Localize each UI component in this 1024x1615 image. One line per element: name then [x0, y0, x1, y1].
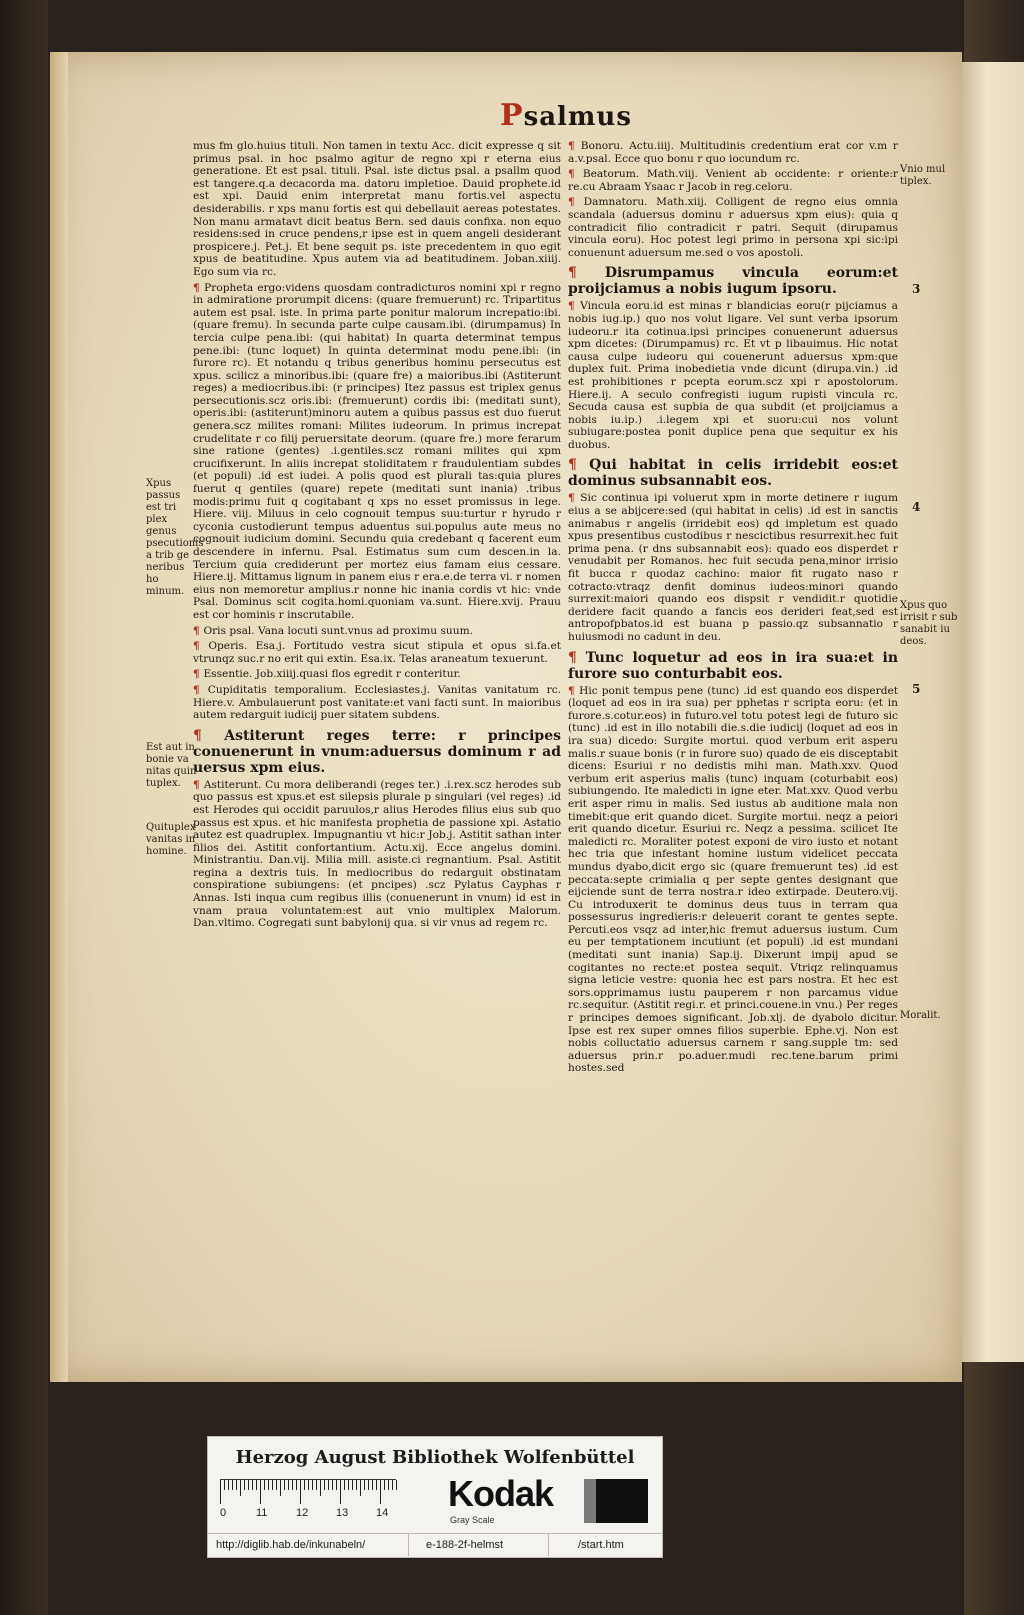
margin-note-right: Xpus quo irrisit r sub sanabit iu deos.	[900, 600, 958, 647]
ruler-tick	[300, 1480, 301, 1504]
lemma-text: Disrumpamus vincula eorum:et proijciamus a nobis iugum ipsoru.	[568, 265, 898, 298]
left-paragraph: ¶ Essentie. Job.xiiij.quasi flos egredit r conteritur.	[193, 668, 461, 681]
ruler-tick	[272, 1480, 273, 1490]
ruler-tick	[364, 1480, 365, 1490]
ruler-tick	[248, 1480, 249, 1490]
ruler-number: 13	[336, 1507, 349, 1519]
right-paragraph-text: Sic continua ipi voluerut xpm in morte detinere r iugum eius a se abijcere:sed (qui habitat in celis) .id est in sanctis animabus r angelis (irridebit eos) qd impletum est quado xpus presentibus custodibus r nescictibus resurrexit.hec fuit prima pena. (r dns subsannabit eos): quado eos disperdet r venudabit per Romanos. hec fuit secuda pena,minor irrisio fit bucca r quodaz cachino: maior fit rugato naso r cotracto:vtraqz denfit dominus iudeos:minori quando surrexit:maiori quando eos dispsit r vendidit.r quotidie deridere facit quando a fancis eos derideri feat,sed est antropofpbatos.id est buana p passio.qz subsannatio r huiusmodi no cadunt in deu.	[568, 492, 898, 643]
gray-scale-caption: Gray Scale	[450, 1515, 495, 1525]
left-paragraph: ¶ Propheta ergo:videns quosdam contradicturos nomini xpi r regno in admiratione prorumpit dicens: (quare fremuerunt) rc. Tripartitus autem est psal. iste. In prima parte ponitur malorum increpatio:ibi. (quare fremu). In secunda parte culpe causam.ibi. (dirumpamus) In tercia culpe pena.ibi: (qui habitat) In quarta determinat tempus pene.ibi: (tunc loquet) In quinta determinat modu pene.ibi: (in furore rc). Et notandu q tribus generibus hominu persecutus est xpus. scilicz a minoribus.ibi: (quare fre) a maioribus.ibi (Astiterunt reges) a mediocribus.ibi: (r principes) Itez passus est triplex genus persecutionis.scz oris.ibi: (fremuerunt) cordis ibi: (meditati sunt), operis.ibi: (astiterunt)minoru autem a quibus passus est duo fuerut genera.scz milites romani: Milites iudeorum. In primus increpat crudelitate r co filij peruersitate deorum. (quare fre.) more ferarum sine ratione (gentes) .i.gentiles.scz romani milites qui xpm crucifixerunt. In aliis increpat stoliditatem r fraudulentiam subdes (et populi) .id est iudei. A polis quod est plurali tas:quia plures fuerut q gentiles (quare) repete (meditati sunt inania) .tribus modis:primu fuit q cogitabant q xps no esset promissus in lege. Hiere. viij. Miluus in celo cognouit tempus suu:turtur r hyrudo r cyconia custodierunt tempus aduentus sui.populus aute meus no cognouit iudicium domini. Secundu quia credebant q facerent eum descendere in infernu. Psal. Estimatus sum cum descen.in la. Tercium quia crediderunt per mortez eius famam eius cessare. Hiere.ij. Mittamus lignum in panem eius r era.e.de terra vi. r nomen eius non memoretur amplius.r nonne hic inania cordis vt hic: vnde Psal. Dominus scit cogita.homi.quoniam va.sunt. Hiere.xvij. Prauu est cor hominis r inscrutabile.	[193, 281, 561, 621]
ruler-tick	[292, 1480, 293, 1490]
left-paragraph-text: Propheta ergo:videns quosdam contradicturos nomini xpi r regno in admiratione prorumpit dicens: (quare fremuerunt) rc. Tripartitus autem est psal. iste. In prima parte ponitur malorum increpatio:ibi. (quare fremu). In secunda parte culpe causam.ibi. (dirumpamus) In tercia culpe pena.ibi: (qui habitat) In quarta determinat tempus pene.ibi: (tunc loquet) In quinta determinat modu pene.ibi: (in furore rc). Et notandu q tribus generibus hominu persecutus est xpus. scilicz a minoribus.ibi: (quare fre) a maioribus.ibi (Astiterunt reges) a mediocribus.ibi: (r principes) Itez passus est triplex genus persecutionis.scz oris.ibi: (fremuerunt) cordis ibi: (meditati sunt), operis.ibi: (astiterunt)minoru autem a quibus passus est duo fuerut genera.scz milites romani: Milites iudeorum. In primus increpat crudelitate r co filij peruersitate deorum. (quare fre.) more ferarum sine ratione (gentes) .i.gentiles.scz romani milites qui xpm crucifixerunt. In aliis increpat stoliditatem r fraudulentiam subdes (et populi) .id est iudei. A polis quod est plurali tas:quia plures fuerut q gentiles (quare) repete (meditati sunt inania) .tribus modis:primu fuit q cogitabant q xps no esset promissus in lege. Hiere. viij. Miluus in celo cognouit tempus suu:turtur r hyrudo r cyconia custodierunt tempus aduentus sui.populus aute meus no cognouit iudicium domini. Secundu quia credebant q facerent eum descendere in infernu. Psal. Estimatus sum cum descen.in la. Tercium quia crediderunt per mortez eius famam eius cessare. Hiere.ij. Mittamus lignum in panem eius r era.e.de terra vi. r nomen eius non memoretur amplius.r nonne hic inania cordis vt hic: vnde Psal. Dominus scit cogita.homi.quoniam va.sunt. Hiere.xvij. Prauu est cor hominis r inscrutabile.	[193, 281, 561, 621]
right-column	[568, 140, 898, 1078]
lemma-verse-4: ¶ Qui habitat in celis irridebit eos:et dominus subsannabit eos.	[568, 457, 899, 490]
ruler-tick	[376, 1480, 377, 1490]
scan-background-left	[0, 0, 48, 1615]
library-name: Herzog August Bibliothek Wolfenbüttel	[235, 1447, 635, 1468]
ruler-scale	[220, 1479, 396, 1506]
ruler-tick	[368, 1480, 369, 1490]
page-file[interactable]: /start.htm	[578, 1539, 624, 1551]
lemma-verse-5: ¶ Tunc loquetur ad eos in ira sua:et in furore suo conturbabit eos.	[568, 649, 898, 682]
ruler-number: 14	[376, 1507, 389, 1519]
left-paragraph: ¶ Cupiditatis temporalium. Ecclesiastes.j. Vanitas vanitatum rc. Hiere.v. Ambulauerunt post vanitate:et vani facti sunt. In maioribus autem redarguit iudicij puer sitatem subdens.	[193, 683, 561, 722]
right-paragraph: ¶ Damnatoru. Math.xiij. Colligent de regno eius omnia scandala (aduersus dominu r aduersus xpm eius): quia q contradicit filio contradicit r patri. Sequit (dirupamus vincula eoru). Hoc potest legi primo in persona xpi sic:ipi conuenunt aduersum me.sed o vos apostoli.	[568, 196, 898, 259]
ruler-tick	[228, 1480, 229, 1490]
left-column	[193, 140, 561, 933]
ruler-tick	[320, 1480, 321, 1496]
ruler-tick	[348, 1480, 349, 1490]
ruler-tick	[236, 1480, 237, 1490]
ruler-tick	[384, 1480, 385, 1490]
page-gutter	[50, 52, 68, 1382]
ruler-tick	[352, 1480, 353, 1490]
lemma-verse-3: ¶ Disrumpamus vincula eorum:et proijciamus a nobis iugum ipsoru.	[568, 265, 898, 298]
ruler-tick	[316, 1480, 317, 1490]
verse-number: 5	[912, 682, 921, 696]
lemma-text: Qui habitat in celis irridebit eos:et dominus subsannabit eos.	[568, 457, 899, 490]
margin-note-left: Est aut in bonie va nitas quin tuplex.	[146, 742, 197, 789]
verse-number: 4	[912, 500, 921, 514]
ruler-tick	[260, 1480, 261, 1504]
ruler-tick	[396, 1480, 397, 1490]
left-paragraph: mus fm glo.huius tituli. Non tamen in textu Acc. dicit expresse q sit primus psal. in hoc psalmo agitur de regno xpi r eterna eius generatione. Et est psal. tituli. Psal. iste dictus psal. a psallm quod est tangere.q.a decacorda ma. datoru impletioe. Dauid prophete.id est xpi. Dauid enim interpretat manu fortis.vel aspectu desiderabilis. r xps manu fortis est qui debellauit aereas potestates. Non manu armatavt dicit beatus Bern. sed dauis confixa. non equo residens:sed in cruce pendens,r ipse est in quem angeli desiderant prospicere.j. Pet.j. Et bene sequit ps. iste precedentem in quo egit xpus de beatitudine. Xpus autem via ad beatitudinem. Joban.xiiij. Ego sum via rc.	[193, 140, 561, 278]
ruler-tick	[284, 1480, 285, 1490]
ruler-tick	[220, 1480, 221, 1504]
library-label	[207, 1436, 663, 1558]
left-paragraph-text: Essentie. Job.xiiij.quasi flos egredit r conteritur.	[203, 668, 461, 681]
right-paragraph-text: Bonoru. Actu.iiij. Multitudinis credentium erat cor v.m r a.v.psal. Ecce quo bonu r quo iocundum rc.	[568, 140, 898, 165]
ruler-tick	[224, 1480, 225, 1490]
right-paragraph-text: Beatorum. Math.viij. Venient ab occidente: r oriente:r re.cu Abraam Ysaac r Jacob in reg.celoru.	[568, 168, 898, 193]
ruler-tick	[388, 1480, 389, 1490]
kodak-logo: Kodak	[448, 1473, 554, 1514]
ruler-tick	[276, 1480, 277, 1490]
ruler-tick	[328, 1480, 329, 1490]
ruler-tick	[324, 1480, 325, 1490]
ruler-tick	[256, 1480, 257, 1490]
lemma-text: Tunc loquetur ad eos in ira sua:et in furore suo conturbabit eos.	[568, 649, 898, 682]
ruler-tick	[280, 1480, 281, 1496]
ruler-number: 12	[296, 1507, 309, 1519]
ruler-tick	[312, 1480, 313, 1490]
right-paragraph: ¶ Bonoru. Actu.iiij. Multitudinis credentium erat cor v.m r a.v.psal. Ecce quo bonu r quo iocundum rc.	[568, 140, 898, 165]
shelfmark: e-188-2f-helmst	[426, 1539, 504, 1551]
ruler-tick	[296, 1480, 297, 1490]
ruler-tick	[340, 1480, 341, 1504]
right-paragraph: ¶ Beatorum. Math.viij. Venient ab occidente: r oriente:r re.cu Abraam Ysaac r Jacob in reg.celoru.	[568, 168, 898, 193]
black-swatch	[596, 1479, 648, 1523]
left-paragraph-text: Astiterunt. Cu mora deliberandi (reges ter.) .i.rex.scz herodes sub quo passus est xpus.et est silepsis plurale p singulari (vel reges) .id est Herodes qui occidit paruulos,r alius Herodes filius eius sub quo passus est xpus. et hic manifesta prophetia de passione xpi. Astatio autez est quadruplex. Impugnantiu vt hic:r Job.j. Astitit sathan inter filios dei. Astitit confortantium. Actu.xij. Ecce angelus domini. Ministrantiu. Dan.vij. Milia mill. asiste.ci regnantium. Psal. Astitit regina a dextris tuis. In mediocribus do redarguit obstinatam conspiratione subiungens: (et pncipes) .scz Pylatus Cayphas r Annas. Isti inqua cum regibus illis (conuenerunt in vnum) id est in vnam praua voluntatem:est aut vnio multiplex Malorum. Dan.vltimo. Cogregati sunt babylonij qua. si vir vnus ad regem rc.	[193, 778, 561, 930]
right-paragraph-text: Vincula eoru.id est minas r blandicias eoru(r pijciamus a nobis iug.ip.) quo nos volut ligare. Vel sunt verba ipsorum iudeoru.r ita cotinua.ipsi principes conuenerunt aduersus xpm dicetes: (Dirumpamus) rc. Et vt p libauimus. Hic notat causa culpe iudeoru qui couenerunt aduersus xpm:que duplex fuit. Prima inobedietia vnde dicunt (dirupa.vin.) .id est prohibitiones r pcepta eorum.scz xpi r apostolorum. Hiere.ij. A seculo confregisti iugum rupisti vincula rc. Secuda causa est supbia de qua subdit (et proijciamus a nobis iu.ip.) .i.legem xpi et suoru:cui nos volunt subiugare:postea ponit duplice pena que sequitur ex his duobus.	[568, 300, 898, 451]
ruler-tick	[232, 1480, 233, 1490]
ruler-tick	[344, 1480, 345, 1490]
ruler-tick	[288, 1480, 289, 1490]
left-paragraph-text: Oris psal. Vana locuti sunt.vnus ad proximu suum.	[203, 624, 473, 637]
verse-number: 3	[912, 282, 921, 296]
next-page-edge	[962, 62, 1024, 1362]
ruler-tick	[268, 1480, 269, 1490]
ruler-tick	[252, 1480, 253, 1490]
ruler-number: 11	[256, 1507, 268, 1519]
margin-note-left: Quituplex vanitas in homine.	[146, 822, 196, 857]
lemma-verse-2: ¶ Astiterunt reges terre: r principes conuenerunt in vnum:aduersus dominum r ad uersus xpm eius.	[193, 727, 561, 776]
ruler-tick	[244, 1480, 245, 1490]
right-paragraph-text: Damnatoru. Math.xiij. Colligent de regno eius omnia scandala (aduersus dominu r aduersus xpm eius): quia q contradicit filio contradicit r patri. Sequit (dirupamus vincula eoru). Hoc potest legi primo in persona xpi sic:ipi conuenunt aduersum me.sed o vos apostoli.	[568, 196, 898, 259]
ruler-tick	[332, 1480, 333, 1490]
ruler-tick	[372, 1480, 373, 1490]
ruler-tick	[380, 1480, 381, 1504]
left-paragraph: ¶ Astiterunt. Cu mora deliberandi (reges ter.) .i.rex.scz herodes sub quo passus est xpus.et est silepsis plurale p singulari (vel reges) .id est Herodes qui occidit paruulos,r alius Herodes filius eius sub quo passus est xpus. et hic manifesta prophetia de passione xpi. Astatio autez est quadruplex. Impugnantiu vt hic:r Job.j. Astitit sathan inter filios dei. Astitit confortantium. Actu.xij. Ecce angelus domini. Ministrantiu. Dan.vij. Milia mill. asiste.ci regnantium. Psal. Astitit regina a dextris tuis. In mediocribus do redarguit obstinatam conspiratione subiungens: (et pncipes) .scz Pylatus Cayphas r Annas. Isti inqua cum regibus illis (conuenerunt in vnum) id est in vnam praua voluntatem:est aut vnio multiplex Malorum. Dan.vltimo. Cogregati sunt babylonij qua. si vir vnus ad regem rc.	[193, 778, 561, 930]
running-head-text: salmus	[523, 102, 632, 132]
left-paragraph: ¶ Operis. Esa.j. Fortitudo vestra sicut stipula et opus si.fa.et vtrunqz suc.r no erit qui extin. Esa.ix. Telas araneatum texuerunt.	[193, 640, 561, 665]
ruler-tick	[240, 1480, 241, 1496]
left-paragraph-text: Operis. Esa.j. Fortitudo vestra sicut stipula et opus si.fa.et vtrunqz suc.r no erit qui extin. Esa.ix. Telas araneatum texuerunt.	[193, 640, 561, 665]
right-paragraph: ¶ Hic ponit tempus pene (tunc) .id est quando eos disperdet (loquet ad eos in ira sua) per pphetas r scripta eoru: (et in furore.s.cotur.eos) in futuro.vel totu potest legi de futuro sic (tunc) .id est in illo notabili die.s.die iudicij (loquet ad eos in ira sua) dicedo: Surgite mortui. quod verbum erit asperu malis.r suaue bonis (r in furore suo) quado de eis disceptabit dicens: Esuriui r no dedistis mihi man. Math.xxv. Quod verbum erit asperius malis (tunc) inquam (coturbabit eos) subiungendo. Ite maledicti in igne eter. Mat.xxv. Quod verbu erit asper rimu in malis. Sed iustus ab auditione mala non timebit:que erit quando dicet. Surgite mortui. neqz a peiori erit quando dicetur. Esuriui rc. Neqz a pessima. scilicet Ite maledicti rc. Moraliter potest exponi de viro iusto et notant hec tria que infestant homine iustum videlicet peccata mundus dyabo,dicit ergo sic (quare fremuerunt tes) .id est peccata:septe crimialia q per septe gentes designant que eijciende sunt de terra nostra.r ideo extirpade. Deutero.vij. Cu introduxerit te dominus deus tuus in terram qua possessurus ingredieris:r deleuerit corant te gentes septe. Percuti.eos vsqz ad inter,hic fremut aduersus iustum. Cum eu per temptationem incutiunt (et populi) .id est mundani (meditati sunt inania) Sap.ij. Dixerunt impij apud se cogitantes no recte:et postea sequit. Vtriqz relinquamus signa leticie vestre: quonia hec est pars nostra. Et hec est sors.opprimamus iustu pauperem r non parcamus vidue rc.sequitur. (Astitit regi.r. et princi.couene.in vnu.) Per reges r principes demoes significant. Job.xlj. de dyabolo dicitur. Ipse est rex super omnes filios superbie. Ephe.vj. Non est nobis colluctatio aduersus carnem r sang.supple tm: sed aduersus prin.r po.aduer.mudi rec.tene.barum primi hostes.sed	[568, 684, 898, 1075]
ruler-tick	[356, 1480, 357, 1490]
library-url[interactable]: http://diglib.hab.de/inkunabeln/	[216, 1539, 366, 1551]
ruler-number: 0	[220, 1507, 227, 1519]
right-paragraph-text: Hic ponit tempus pene (tunc) .id est quando eos disperdet (loquet ad eos in ira sua) per pphetas r scripta eoru: (et in furore.s.cotur.eos) in futuro.vel totu potest legi de futuro sic (tunc) .id est in illo notabili die.s.die iudicij (loquet ad eos in ira sua) dicedo: Surgite mortui. quod verbum erit asperu malis.r suaue bonis (r in furore suo) quado de eis disceptabit dicens: Esuriui r no dedistis mihi man. Math.xxv. Quod verbum erit asperius malis (tunc) inquam (coturbabit eos) subiungendo. Ite maledicti in igne eter. Mat.xxv. Quod verbu erit asper rimu in malis. Sed iustus ab auditione mala non timebit:que erit quando dicet. Surgite mortui. neqz a peiori erit quando dicetur. Esuriui rc. Neqz a pessima. scilicet Ite maledicti rc. Moraliter potest exponi de viro iusto et notant hec tria que infestant homine iustum videlicet peccata mundus dyabo,dicit ergo sic (quare fremuerunt tes) .id est peccata:septe crimialia q per septe gentes designant que eijciende sunt de terra nostra.r ideo extirpade. Deutero.vij. Cu introduxerit te dominus deus tuus in terram qua possessurus ingredieris:r deleuerit corant te gentes septe. Percuti.eos vsqz ad inter,hic fremut aduersus iustum. Cum eu per temptationem incutiunt (et populi) .id est mundani (meditati sunt inania) Sap.ij. Dixerunt impij apud se cogitantes no recte:et postea sequit. Vtriqz relinquamus signa leticie vestre: quonia hec est pars nostra. Et hec est sors.opprimamus iustu pauperem r non parcamus vidue rc.sequitur. (Astitit regi.r. et princi.couene.in vnu.) Per reges r principes demoes significant. Job.xlj. de dyabolo dicitur. Ipse est rex super omnes filios superbie. Ephe.vj. Non est nobis colluctatio aduersus carnem r sang.supple tm: sed aduersus prin.r po.aduer.mudi rec.tene.barum primi hostes.sed	[568, 684, 898, 1075]
left-paragraph-text: Cupiditatis temporalium. Ecclesiastes.j. Vanitas vanitatum rc. Hiere.v. Ambulauerunt post vanitate:et vani facti sunt. In maioribus autem redarguit iudicij puer sitatem subdens.	[193, 683, 561, 722]
ruler-tick	[360, 1480, 361, 1496]
ruler-tick	[392, 1480, 393, 1490]
right-paragraph: ¶ Vincula eoru.id est minas r blandicias eoru(r pijciamus a nobis iug.ip.) quo nos volut ligare. Vel sunt verba ipsorum iudeoru.r ita cotinua.ipsi principes conuenerunt aduersus xpm dicetes: (Dirumpamus) rc. Et vt p libauimus. Hic notat causa culpe iudeoru qui couenerunt aduersus xpm:que duplex fuit. Prima inobedietia vnde dicunt (dirupa.vin.) .id est prohibitiones r pcepta eorum.scz xpi r apostolorum. Hiere.ij. A seculo confregisti iugum rupisti vincula rc. Secuda causa est supbia de qua subdit (et proijciamus a nobis iu.ip.) .i.legem xpi et suoru:cui nos volunt subiugare:postea ponit duplice pena que sequitur ex his duobus.	[568, 300, 898, 451]
margin-note-right: Vnio mul tiplex.	[900, 164, 946, 187]
ruler-tick	[336, 1480, 337, 1490]
margin-note-left: Xpus passus est tri plex genus psecutionis a trib ge neribus ho minum.	[146, 478, 204, 597]
gray-swatch	[584, 1479, 596, 1523]
ruler-tick	[308, 1480, 309, 1490]
right-paragraph: ¶ Sic continua ipi voluerut xpm in morte detinere r iugum eius a se abijcere:sed (qui habitat in celis) .id est in sanctis animabus r angelis (irridebit eos) qd impletum est quado xpus presentibus custodibus r nescictibus resurrexit.hec fuit prima pena. (r dns subsannabit eos): quado eos disperdet r venudabit per Romanos. hec fuit secuda pena,minor irrisio fit bucca r quodaz cachino: maior fit rugato naso r cotracto:vtraqz denfit dominus iudeos:minori quando surrexit:maiori quando eos dispsit r vendidit.r quotidie deridere facit quando a fancis eos derideri feat,sed est antropofpbatos.id est buana p passio.qz subsannatio r huiusmodi no cadunt in deu.	[568, 492, 898, 643]
label-footer	[208, 1533, 662, 1556]
ruler-tick	[304, 1480, 305, 1490]
running-head: Psalmus	[500, 98, 632, 133]
margin-note-right: Moralit.	[900, 1010, 941, 1021]
left-paragraph: ¶ Oris psal. Vana locuti sunt.vnus ad proximu suum.	[193, 624, 473, 637]
lemma-text: Astiterunt reges terre: r principes conuenerunt in vnum:aduersus dominum r ad uersus xpm eius.	[193, 727, 561, 776]
ruler-tick	[264, 1480, 265, 1490]
